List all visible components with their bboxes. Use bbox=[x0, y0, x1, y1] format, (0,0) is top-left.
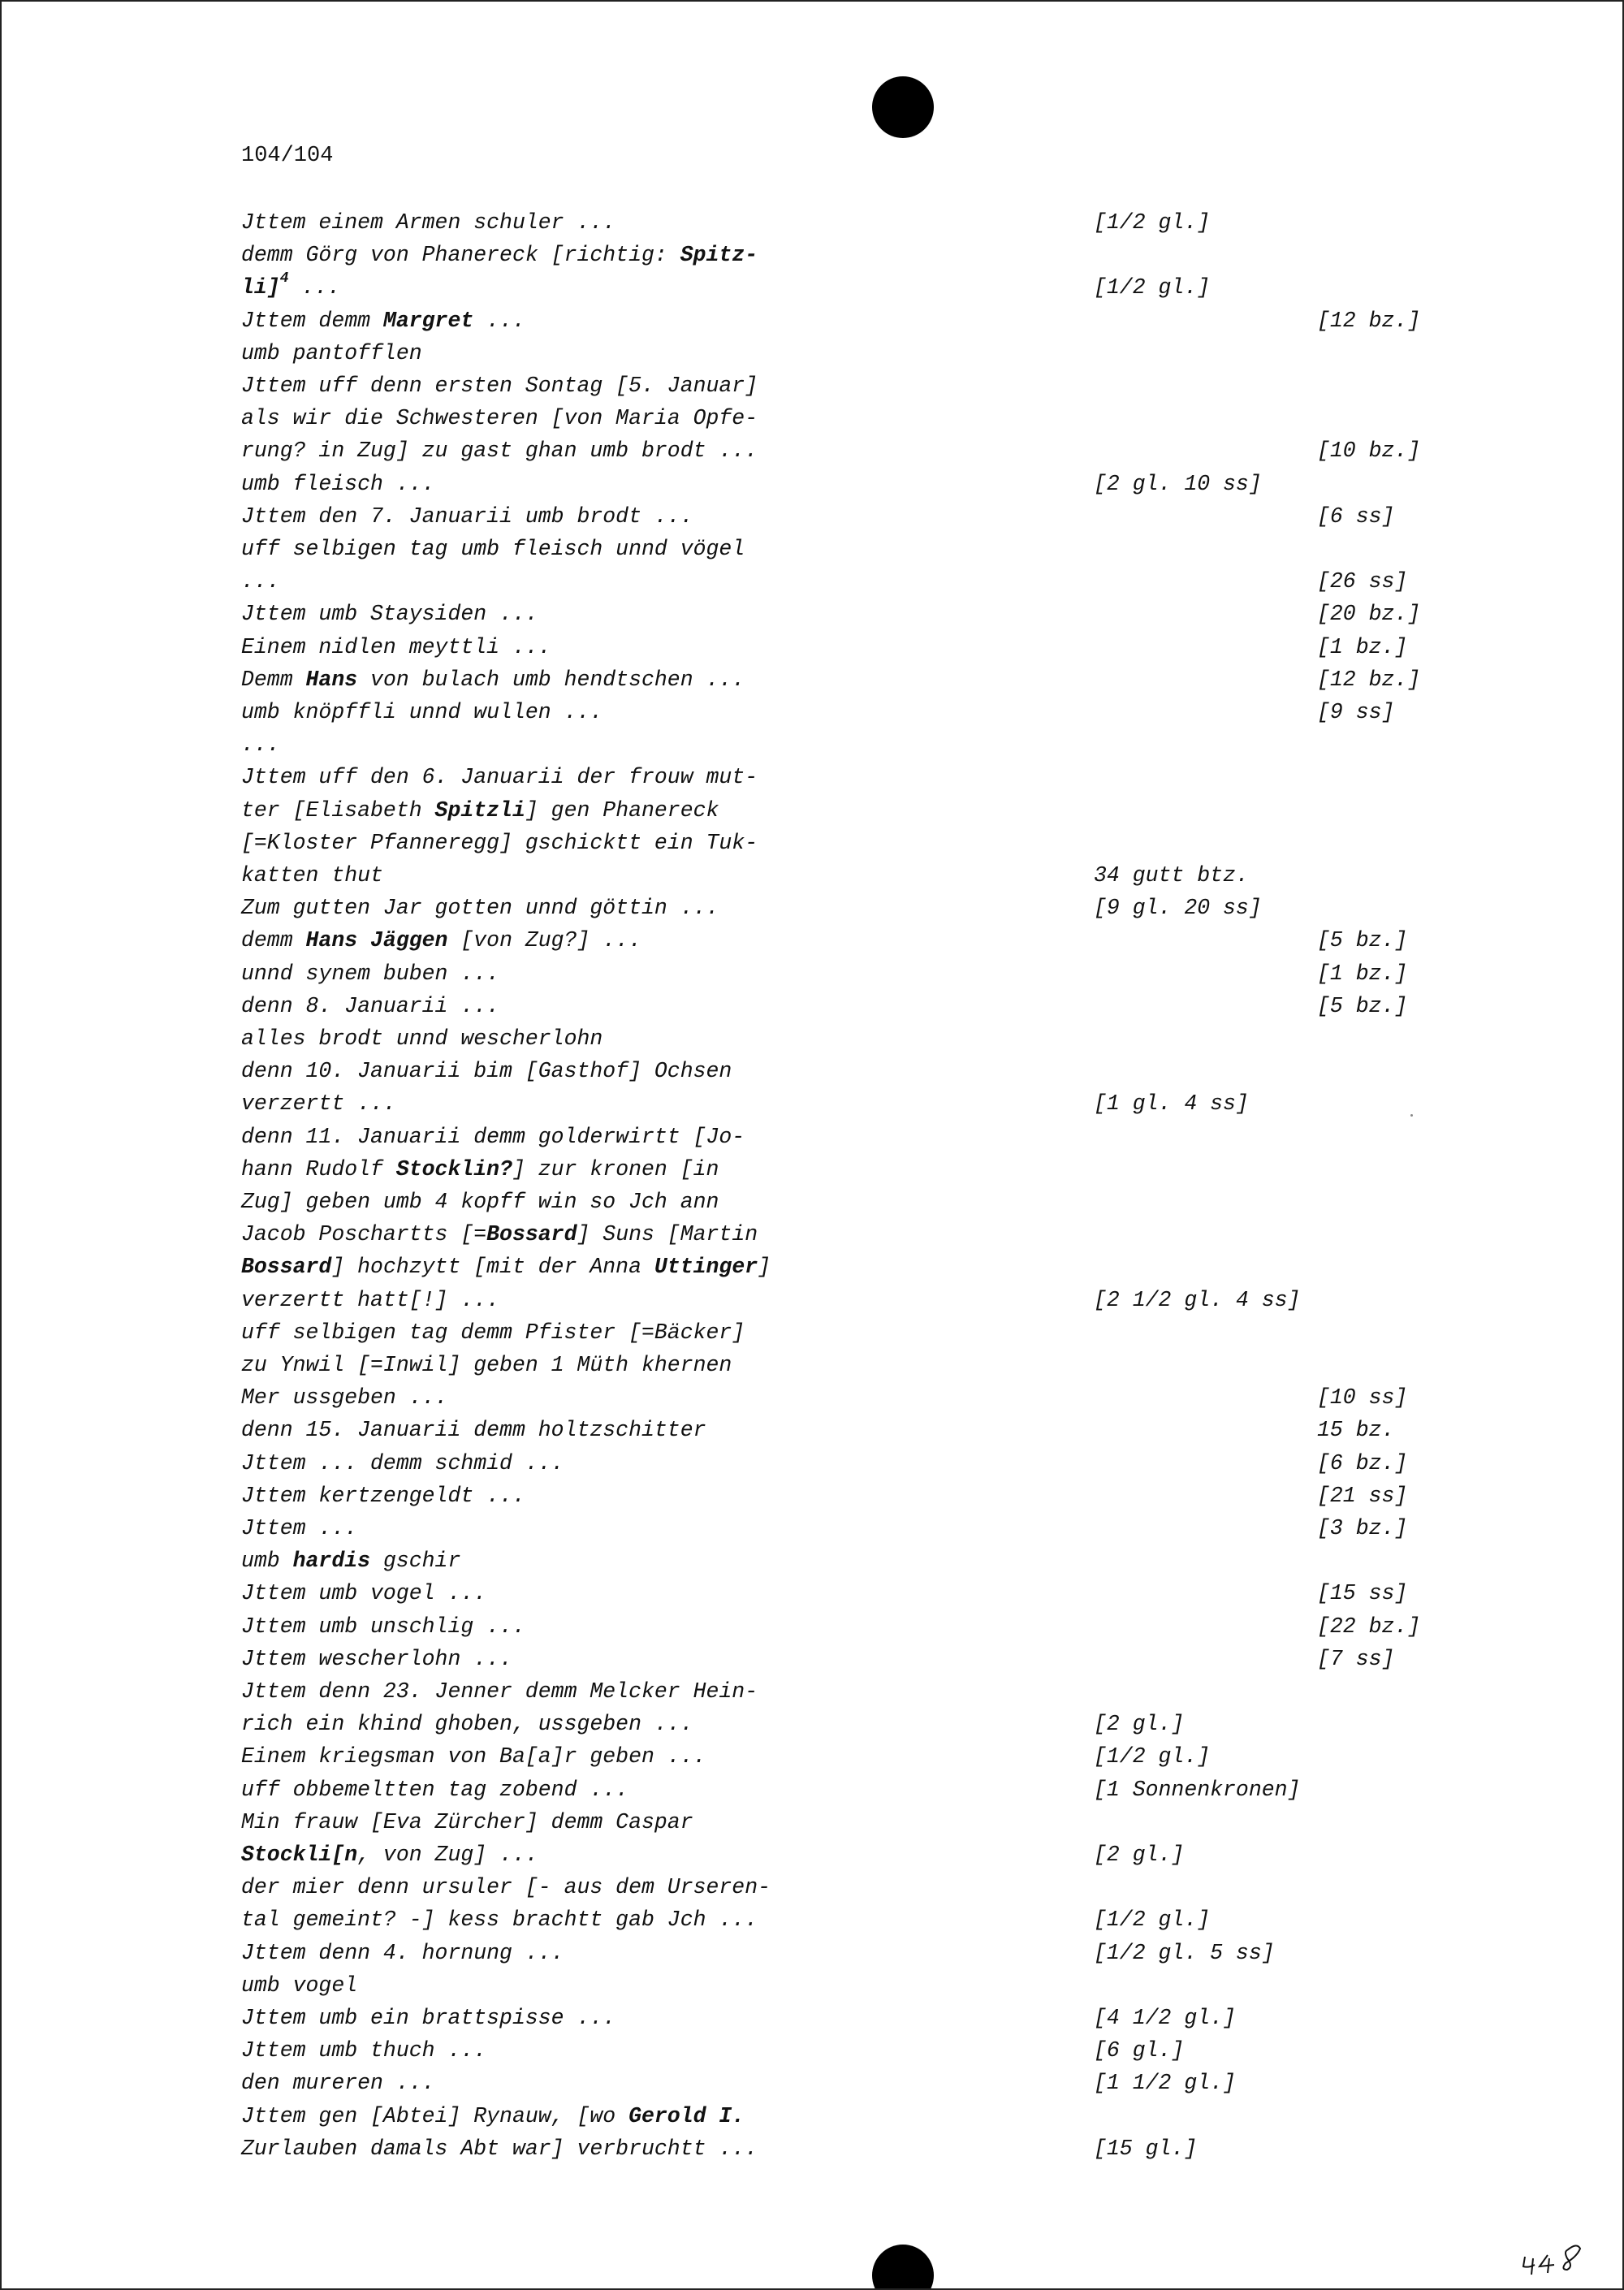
entry-segment: [von Zug?] ... bbox=[447, 928, 641, 953]
entry-amount: [6 ss] bbox=[1317, 503, 1395, 529]
entry-text bbox=[241, 598, 538, 630]
entry-text bbox=[241, 696, 603, 728]
entry-amount: [12 bz.] bbox=[1317, 308, 1421, 333]
entry-text bbox=[241, 337, 422, 369]
entry-text bbox=[241, 1447, 564, 1480]
entry-segment: Demm bbox=[241, 667, 306, 692]
footnote-marker: 4 bbox=[279, 270, 289, 287]
entry-amount: [1 1/2 gl.] bbox=[1094, 2071, 1236, 2096]
entry-amount: [6 bz.] bbox=[1317, 1450, 1408, 1476]
entry-text bbox=[241, 761, 758, 793]
entry-segment: Jttem denn 4. hornung ... bbox=[241, 1940, 564, 1965]
entry-segment: der mier denn ursuler [- aus dem Urseren- bbox=[241, 1875, 771, 1900]
entry-text bbox=[241, 892, 719, 924]
entry-amount: [1 bz.] bbox=[1317, 961, 1408, 986]
entry-segment: katten thut bbox=[241, 863, 383, 888]
entry-amount: [12 bz.] bbox=[1317, 667, 1421, 692]
entry-text bbox=[241, 1903, 758, 1936]
entry-segment: Jttem demm bbox=[241, 308, 383, 333]
entry-amount: [1 bz.] bbox=[1317, 634, 1408, 659]
entry-text bbox=[241, 1740, 706, 1773]
entry-text bbox=[241, 1121, 745, 1153]
entry-text bbox=[241, 1087, 396, 1120]
entry-segment: Mer ussgeben ... bbox=[241, 1385, 448, 1411]
entry-segment: umb bbox=[241, 1549, 293, 1574]
entry-segment: umb fleisch ... bbox=[241, 471, 435, 496]
entry-amount: [22 bz.] bbox=[1317, 1614, 1421, 1639]
entry-text bbox=[241, 728, 280, 761]
entry-segment: verzertt hatt[!] ... bbox=[241, 1287, 500, 1312]
entry-text bbox=[241, 2067, 435, 2099]
entry-segment: Einem nidlen meyttli ... bbox=[241, 634, 551, 659]
entry-segment: tal gemeint? -] kess brachtt gab Jch ... bbox=[241, 1908, 758, 1933]
entry-segment: Min frauw [Eva Zürcher] demm Caspar bbox=[241, 1809, 693, 1834]
entry-segment: rich ein khind ghoben, ussgeben ... bbox=[241, 1712, 693, 1737]
entry-segment: Jttem ... demm schmid ... bbox=[241, 1450, 564, 1476]
entry-segment: ... bbox=[473, 308, 525, 333]
entry-text bbox=[241, 663, 745, 696]
entry-segment: denn 8. Januarii ... bbox=[241, 993, 500, 1018]
entry-segment: Jttem umb Staysiden ... bbox=[241, 602, 538, 627]
entry-text bbox=[241, 2034, 486, 2067]
entry-segment: Jttem uff den 6. Januarii der frouw mut- bbox=[241, 765, 758, 790]
bold-name: Hans Jäggen bbox=[305, 928, 448, 953]
entry-segment: uff selbigen tag demm Pfister [=Bäcker] bbox=[241, 1320, 745, 1345]
entry-amount: [2 gl. 10 ss] bbox=[1094, 471, 1262, 496]
entry-amount: [21 ss] bbox=[1317, 1483, 1408, 1508]
entry-text bbox=[241, 1381, 447, 1414]
entry-text bbox=[241, 500, 693, 533]
entry-amount: [5 bz.] bbox=[1317, 928, 1408, 953]
entry-segment: Jttem ... bbox=[241, 1516, 358, 1540]
entry-text bbox=[241, 434, 758, 467]
entry-segment: hann Rudolf bbox=[241, 1156, 396, 1182]
entry-segment: zu Ynwil [=Inwil] geben 1 Müth khernen bbox=[241, 1353, 732, 1377]
entry-segment: als wir die Schwesteren [von Maria Opfe- bbox=[241, 406, 758, 431]
entry-segment: Einem kriegsman von Ba[a]r geben ... bbox=[241, 1744, 706, 1769]
handwritten-folio-number bbox=[1520, 2239, 1585, 2279]
punch-hole-bottom bbox=[872, 2245, 934, 2290]
entry-segment: Zug] geben umb 4 kopff win so Jch ann bbox=[241, 1190, 719, 1214]
entry-segment: ] bbox=[758, 1255, 771, 1280]
entry-segment: demm Görg von Phanereck [richtig: bbox=[241, 243, 680, 268]
entry-segment: unnd synem buben ... bbox=[241, 961, 500, 986]
bold-name: Uttinger bbox=[654, 1255, 758, 1280]
entry-text bbox=[241, 957, 499, 990]
entry-text bbox=[241, 2132, 758, 2165]
entry-text bbox=[241, 2002, 615, 2034]
entry-segment: Jttem wescherlohn ... bbox=[241, 1646, 512, 1671]
entry-amount: [7 ss] bbox=[1317, 1646, 1395, 1671]
entry-text bbox=[241, 990, 499, 1022]
entry-segment: ... bbox=[241, 569, 280, 594]
entry-amount: [1/2 gl. 5 ss] bbox=[1094, 1940, 1275, 1965]
entry-text bbox=[241, 1153, 719, 1186]
entry-segment: Jttem kertzengeldt ... bbox=[241, 1483, 525, 1508]
page-number: 104/104 bbox=[241, 144, 334, 168]
entry-segment: ... bbox=[288, 275, 341, 300]
entry-amount: 15 bz. bbox=[1317, 1418, 1395, 1443]
entry-segment: umb vogel bbox=[241, 1972, 358, 1998]
entry-amount: [3 bz.] bbox=[1317, 1516, 1408, 1540]
entry-text bbox=[241, 1643, 512, 1675]
entry-segment: Jttem einem Armen schuler ... bbox=[241, 210, 616, 235]
scan-speck bbox=[1410, 1114, 1413, 1117]
entry-segment: den mureren ... bbox=[241, 2071, 435, 2096]
entry-segment: ter [Elisabeth bbox=[241, 797, 435, 823]
entry-amount: [10 ss] bbox=[1317, 1385, 1408, 1411]
entry-text bbox=[241, 1774, 628, 1806]
entry-text bbox=[241, 468, 435, 500]
entry-text bbox=[241, 924, 641, 957]
bold-name: Gerold I. bbox=[628, 2103, 745, 2128]
entry-text bbox=[241, 206, 615, 239]
entry-text bbox=[241, 1055, 732, 1087]
entry-text bbox=[241, 1512, 357, 1545]
entry-text bbox=[241, 1610, 525, 1643]
entry-text bbox=[241, 1349, 732, 1381]
entry-text bbox=[241, 1838, 538, 1871]
entry-segment: Jttem umb thuch ... bbox=[241, 2038, 487, 2063]
entry-amount: [1/2 gl.] bbox=[1094, 210, 1211, 235]
entry-text bbox=[241, 305, 525, 337]
entry-segment: [=Kloster Pfanneregg] gschicktt ein Tuk- bbox=[241, 830, 758, 855]
bold-name: Stockli[n bbox=[241, 1843, 358, 1867]
bold-name: Hans bbox=[305, 667, 358, 692]
entry-amount: [5 bz.] bbox=[1317, 993, 1408, 1018]
entry-segment: ] Suns [Martin bbox=[577, 1222, 758, 1247]
entry-segment: Jttem umb unschlig ... bbox=[241, 1614, 525, 1639]
entry-segment: Zum gutten Jar gotten unnd göttin ... bbox=[241, 896, 719, 921]
entry-segment: demm bbox=[241, 928, 306, 953]
entry-segment: denn 10. Januarii bim [Gasthof] Ochsen bbox=[241, 1059, 732, 1084]
entry-amount: [1 Sonnenkronen] bbox=[1094, 1777, 1301, 1802]
bold-name: li] bbox=[241, 275, 280, 300]
entry-text bbox=[241, 1316, 745, 1349]
entry-amount: [9 gl. 20 ss] bbox=[1094, 896, 1262, 921]
entry-amount: [4 1/2 gl.] bbox=[1094, 2006, 1236, 2030]
entry-segment: ] gen Phanereck bbox=[525, 797, 719, 823]
entry-segment: ] zur kronen [in bbox=[512, 1156, 719, 1182]
entry-segment: verzertt ... bbox=[241, 1091, 396, 1117]
entry-text bbox=[241, 1577, 486, 1609]
entry-amount: [6 gl.] bbox=[1094, 2038, 1185, 2063]
entry-text bbox=[241, 1251, 771, 1283]
entry-text bbox=[241, 1284, 499, 1316]
bold-name: hardis bbox=[292, 1549, 371, 1574]
entry-text bbox=[241, 1022, 603, 1055]
entry-segment: ... bbox=[241, 732, 280, 758]
entry-text bbox=[241, 1414, 706, 1446]
entry-text bbox=[241, 402, 758, 434]
entry-amount: [1 gl. 4 ss] bbox=[1094, 1091, 1249, 1117]
entry-text bbox=[241, 271, 340, 304]
entry-text bbox=[241, 369, 758, 402]
entry-amount: [9 ss] bbox=[1317, 700, 1395, 724]
bold-name: Stocklin? bbox=[395, 1156, 512, 1182]
punch-hole-top bbox=[872, 76, 934, 138]
bold-name: Bossard bbox=[241, 1255, 332, 1280]
entry-amount: [2 gl.] bbox=[1094, 1712, 1185, 1737]
entry-segment: Jacob Poschartts [= bbox=[241, 1222, 487, 1247]
entry-segment: Jttem uff denn ersten Sontag [5. Januar] bbox=[241, 374, 758, 398]
entry-amount: [1/2 gl.] bbox=[1094, 275, 1211, 300]
entry-segment: Jttem denn 23. Jenner demm Melcker Hein- bbox=[241, 1679, 758, 1704]
entry-segment: uff selbigen tag umb fleisch unnd vögel bbox=[241, 537, 745, 561]
entry-text bbox=[241, 1969, 357, 2002]
entry-segment: von bulach umb hendtschen ... bbox=[357, 667, 745, 692]
entry-segment: umb knöpffli unnd wullen ... bbox=[241, 700, 603, 724]
bold-name: Bossard bbox=[486, 1222, 577, 1247]
entry-text bbox=[241, 1186, 719, 1218]
entry-text bbox=[241, 533, 745, 565]
entry-text bbox=[241, 859, 383, 892]
entry-segment: Jttem gen [Abtei] Rynauw, [wo bbox=[241, 2103, 629, 2128]
entry-amount: [2 gl.] bbox=[1094, 1843, 1185, 1867]
entry-amount: [20 bz.] bbox=[1317, 602, 1421, 627]
entry-amount: [15 gl.] bbox=[1094, 2136, 1198, 2161]
entry-segment: rung? in Zug] zu gast ghan umb brodt ... bbox=[241, 439, 758, 464]
entry-segment: Jttem umb vogel ... bbox=[241, 1581, 487, 1606]
entry-segment: ] hochzytt [mit der Anna bbox=[331, 1255, 654, 1280]
entry-amount: [15 ss] bbox=[1317, 1581, 1408, 1606]
entry-text bbox=[241, 239, 758, 271]
bold-name: Spitz- bbox=[680, 243, 758, 268]
entry-text bbox=[241, 2100, 745, 2132]
entry-text bbox=[241, 1675, 758, 1708]
entry-segment: alles brodt unnd wescherlohn bbox=[241, 1026, 603, 1051]
entry-segment: denn 15. Januarii demm holtzschitter bbox=[241, 1418, 706, 1443]
entry-text bbox=[241, 565, 280, 598]
entry-amount: [10 bz.] bbox=[1317, 439, 1421, 464]
entry-amount: [26 ss] bbox=[1317, 569, 1408, 594]
entry-text bbox=[241, 1806, 693, 1838]
bold-name: Margret bbox=[382, 308, 474, 333]
entry-text bbox=[241, 1708, 693, 1740]
entry-segment: uff obbemeltten tag zobend ... bbox=[241, 1777, 629, 1802]
bold-name: Spitzli bbox=[434, 797, 525, 823]
entry-text bbox=[241, 1218, 758, 1251]
entry-text bbox=[241, 1480, 525, 1512]
entry-segment: , von Zug] ... bbox=[357, 1843, 538, 1867]
entry-text bbox=[241, 1545, 460, 1577]
entry-segment: umb pantofflen bbox=[241, 340, 422, 365]
entry-segment: Zurlauben damals Abt war] verbruchtt ... bbox=[241, 2136, 758, 2161]
entry-segment: gschir bbox=[370, 1549, 461, 1574]
entry-text bbox=[241, 794, 719, 827]
entry-segment: Jttem umb ein brattspisse ... bbox=[241, 2006, 616, 2030]
entry-text bbox=[241, 1937, 564, 1969]
entry-text bbox=[241, 1871, 771, 1903]
entry-amount: [1/2 gl.] bbox=[1094, 1908, 1211, 1933]
entry-text bbox=[241, 631, 551, 663]
entry-segment: Jttem den 7. Januarii umb brodt ... bbox=[241, 503, 693, 529]
entry-amount: [1/2 gl.] bbox=[1094, 1744, 1211, 1769]
entry-amount: [2 1/2 gl. 4 ss] bbox=[1094, 1287, 1301, 1312]
entry-amount: 34 gutt btz. bbox=[1094, 863, 1249, 888]
entry-text bbox=[241, 827, 758, 859]
entry-segment: denn 11. Januarii demm golderwirtt [Jo- bbox=[241, 1124, 745, 1149]
